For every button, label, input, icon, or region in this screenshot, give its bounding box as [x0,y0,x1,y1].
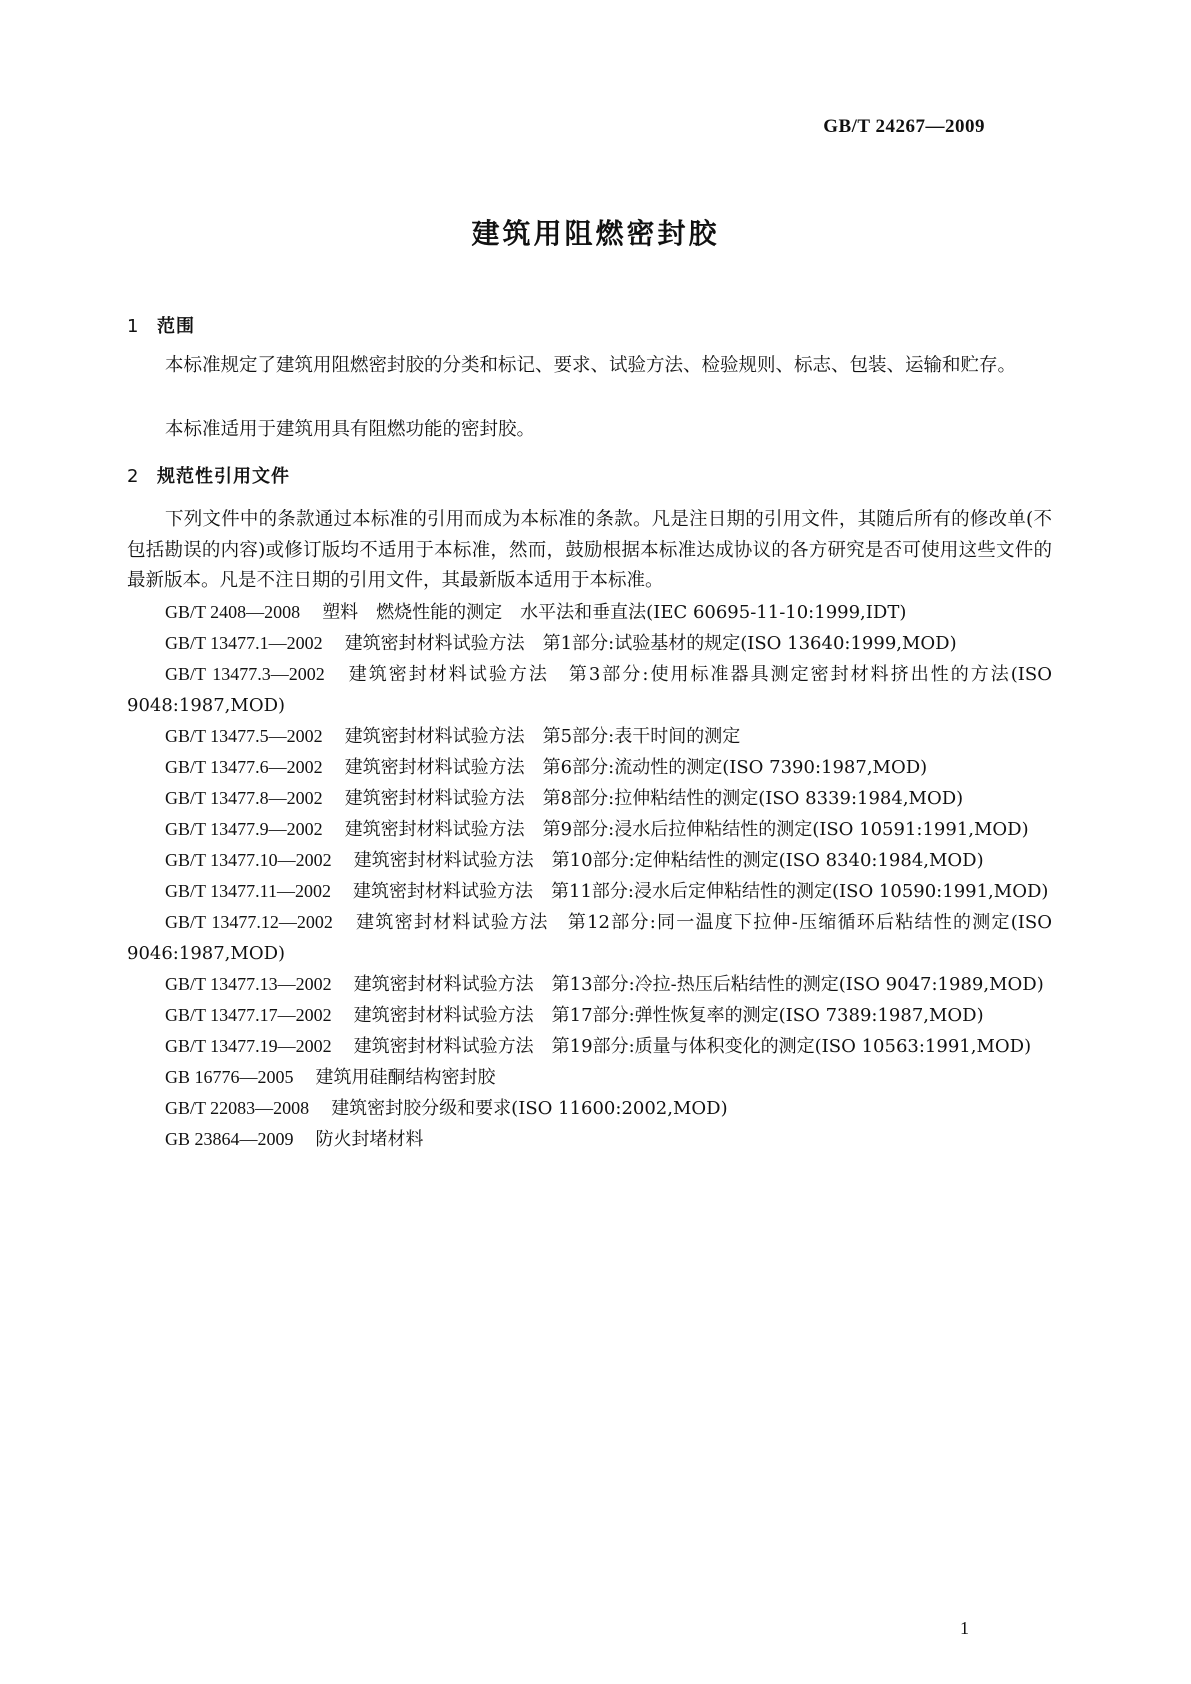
reference-title: 建筑密封材料试验方法 第1部分:试验基材的规定(ISO 13640:1999,MOD) [344,633,957,654]
reference-code: GB/T 13477.19—2002 [165,1036,332,1056]
reference-code: GB/T 13477.5—2002 [165,726,323,746]
section-1-paragraph: 本标准规定了建筑用阻燃密封胶的分类和标记、要求、试验方法、检验规则、标志、包装、运输和贮存。 [165,355,1017,376]
reference-code: GB/T 13477.1—2002 [165,633,323,653]
reference-item [127,783,1052,814]
reference-title: 建筑密封材料试验方法 第19部分:质量与体积变化的测定(ISO 10563:1991,MOD) [353,1036,1032,1057]
reference-item [127,1031,1052,1062]
reference-title: 建筑密封材料试验方法 第17部分:弹性恢复率的测定(ISO 7389:1987,MOD) [353,1005,984,1026]
reference-code: GB/T 13477.12—2002 [165,912,333,932]
reference-item [127,752,1052,783]
reference-title: 建筑密封材料试验方法 第11部分:浸水后定伸粘结性的测定(ISO 10590:1991,MOD) [353,881,1049,902]
section-1-paragraph: 本标准适用于建筑用具有阻燃功能的密封胶。 [165,419,536,440]
reference-item [127,876,1052,907]
document-title: 建筑用阻燃密封胶 [471,217,720,250]
reference-title: 建筑密封材料试验方法 第8部分:拉伸粘结性的测定(ISO 8339:1984,MOD) [344,788,964,809]
reference-code: GB 23864—2009 [165,1129,294,1149]
standard-code: GB/T 24267—2009 [823,116,985,137]
reference-title: 防火封堵材料 [315,1129,424,1150]
section-1-number: 1 [127,316,140,337]
reference-item [127,628,1052,659]
page-number: 1 [960,1618,969,1638]
reference-title: 建筑密封材料试验方法 第10部分:定伸粘结性的测定(ISO 8340:1984,MOD) [353,850,984,871]
reference-item [127,845,1052,876]
reference-title: 建筑密封材料试验方法 第12部分:同一温度下拉伸-压缩循环后粘结性的测定(ISO 9046:1987,MOD) [127,912,1052,964]
reference-title: 建筑密封材料试验方法 第9部分:浸水后拉伸粘结性的测定(ISO 10591:1991,MOD) [344,819,1029,840]
reference-item [127,907,1052,969]
section-2-number: 2 [127,466,140,487]
reference-title: 建筑密封材料试验方法 第5部分:表干时间的测定 [344,726,741,747]
section-2-heading [127,462,290,488]
reference-title: 建筑密封材料试验方法 第6部分:流动性的测定(ISO 7390:1987,MOD) [344,757,928,778]
reference-code: GB/T 13477.17—2002 [165,1005,332,1025]
reference-code: GB/T 13477.9—2002 [165,819,323,839]
reference-code: GB/T 22083—2008 [165,1098,310,1118]
reference-item [127,1124,1052,1155]
reference-code: GB/T 2408—2008 [165,602,301,622]
reference-title: 建筑用硅酮结构密封胶 [315,1067,496,1088]
reference-code: GB 16776—2005 [165,1067,294,1087]
section-2-title: 规范性引用文件 [157,466,290,487]
reference-code: GB/T 13477.10—2002 [165,850,332,870]
reference-code: GB/T 13477.3—2002 [165,664,325,684]
reference-title: 塑料 燃烧性能的测定 水平法和垂直法(IEC 60695-11-10:1999,IDT) [322,602,907,623]
reference-code: GB/T 13477.13—2002 [165,974,332,994]
reference-title: 建筑密封材料试验方法 第13部分:冷拉-热压后粘结性的测定(ISO 9047:1989,MOD) [353,974,1044,995]
reference-list [127,597,1052,1155]
reference-title: 建筑密封胶分级和要求(ISO 11600:2002,MOD) [331,1098,728,1119]
reference-item [127,1062,1052,1093]
reference-item [127,721,1052,752]
reference-item [127,597,1052,628]
reference-title: 建筑密封材料试验方法 第3部分:使用标准器具测定密封材料挤出性的方法(ISO 9048:1987,MOD) [127,664,1052,716]
reference-code: GB/T 13477.8—2002 [165,788,323,808]
reference-code: GB/T 13477.11—2002 [165,881,332,901]
reference-item [127,969,1052,1000]
section-2-intro: 下列文件中的条款通过本标准的引用而成为本标准的条款。凡是注日期的引用文件，其随后所有的修改单(不包括勘误的内容)或修订版均不适用于本标准，然而，鼓励根据本标准达成协议的各方研究是否可使用这些文件的最新版本。凡是不注日期的引用文件，其最新版本适用于本标准。 [127,509,1052,591]
reference-item [127,1000,1052,1031]
reference-item [127,1093,1052,1124]
section-1-heading [127,312,195,338]
reference-item [127,814,1052,845]
reference-code: GB/T 13477.6—2002 [165,757,323,777]
reference-item [127,659,1052,721]
section-1-title: 范围 [157,316,195,337]
